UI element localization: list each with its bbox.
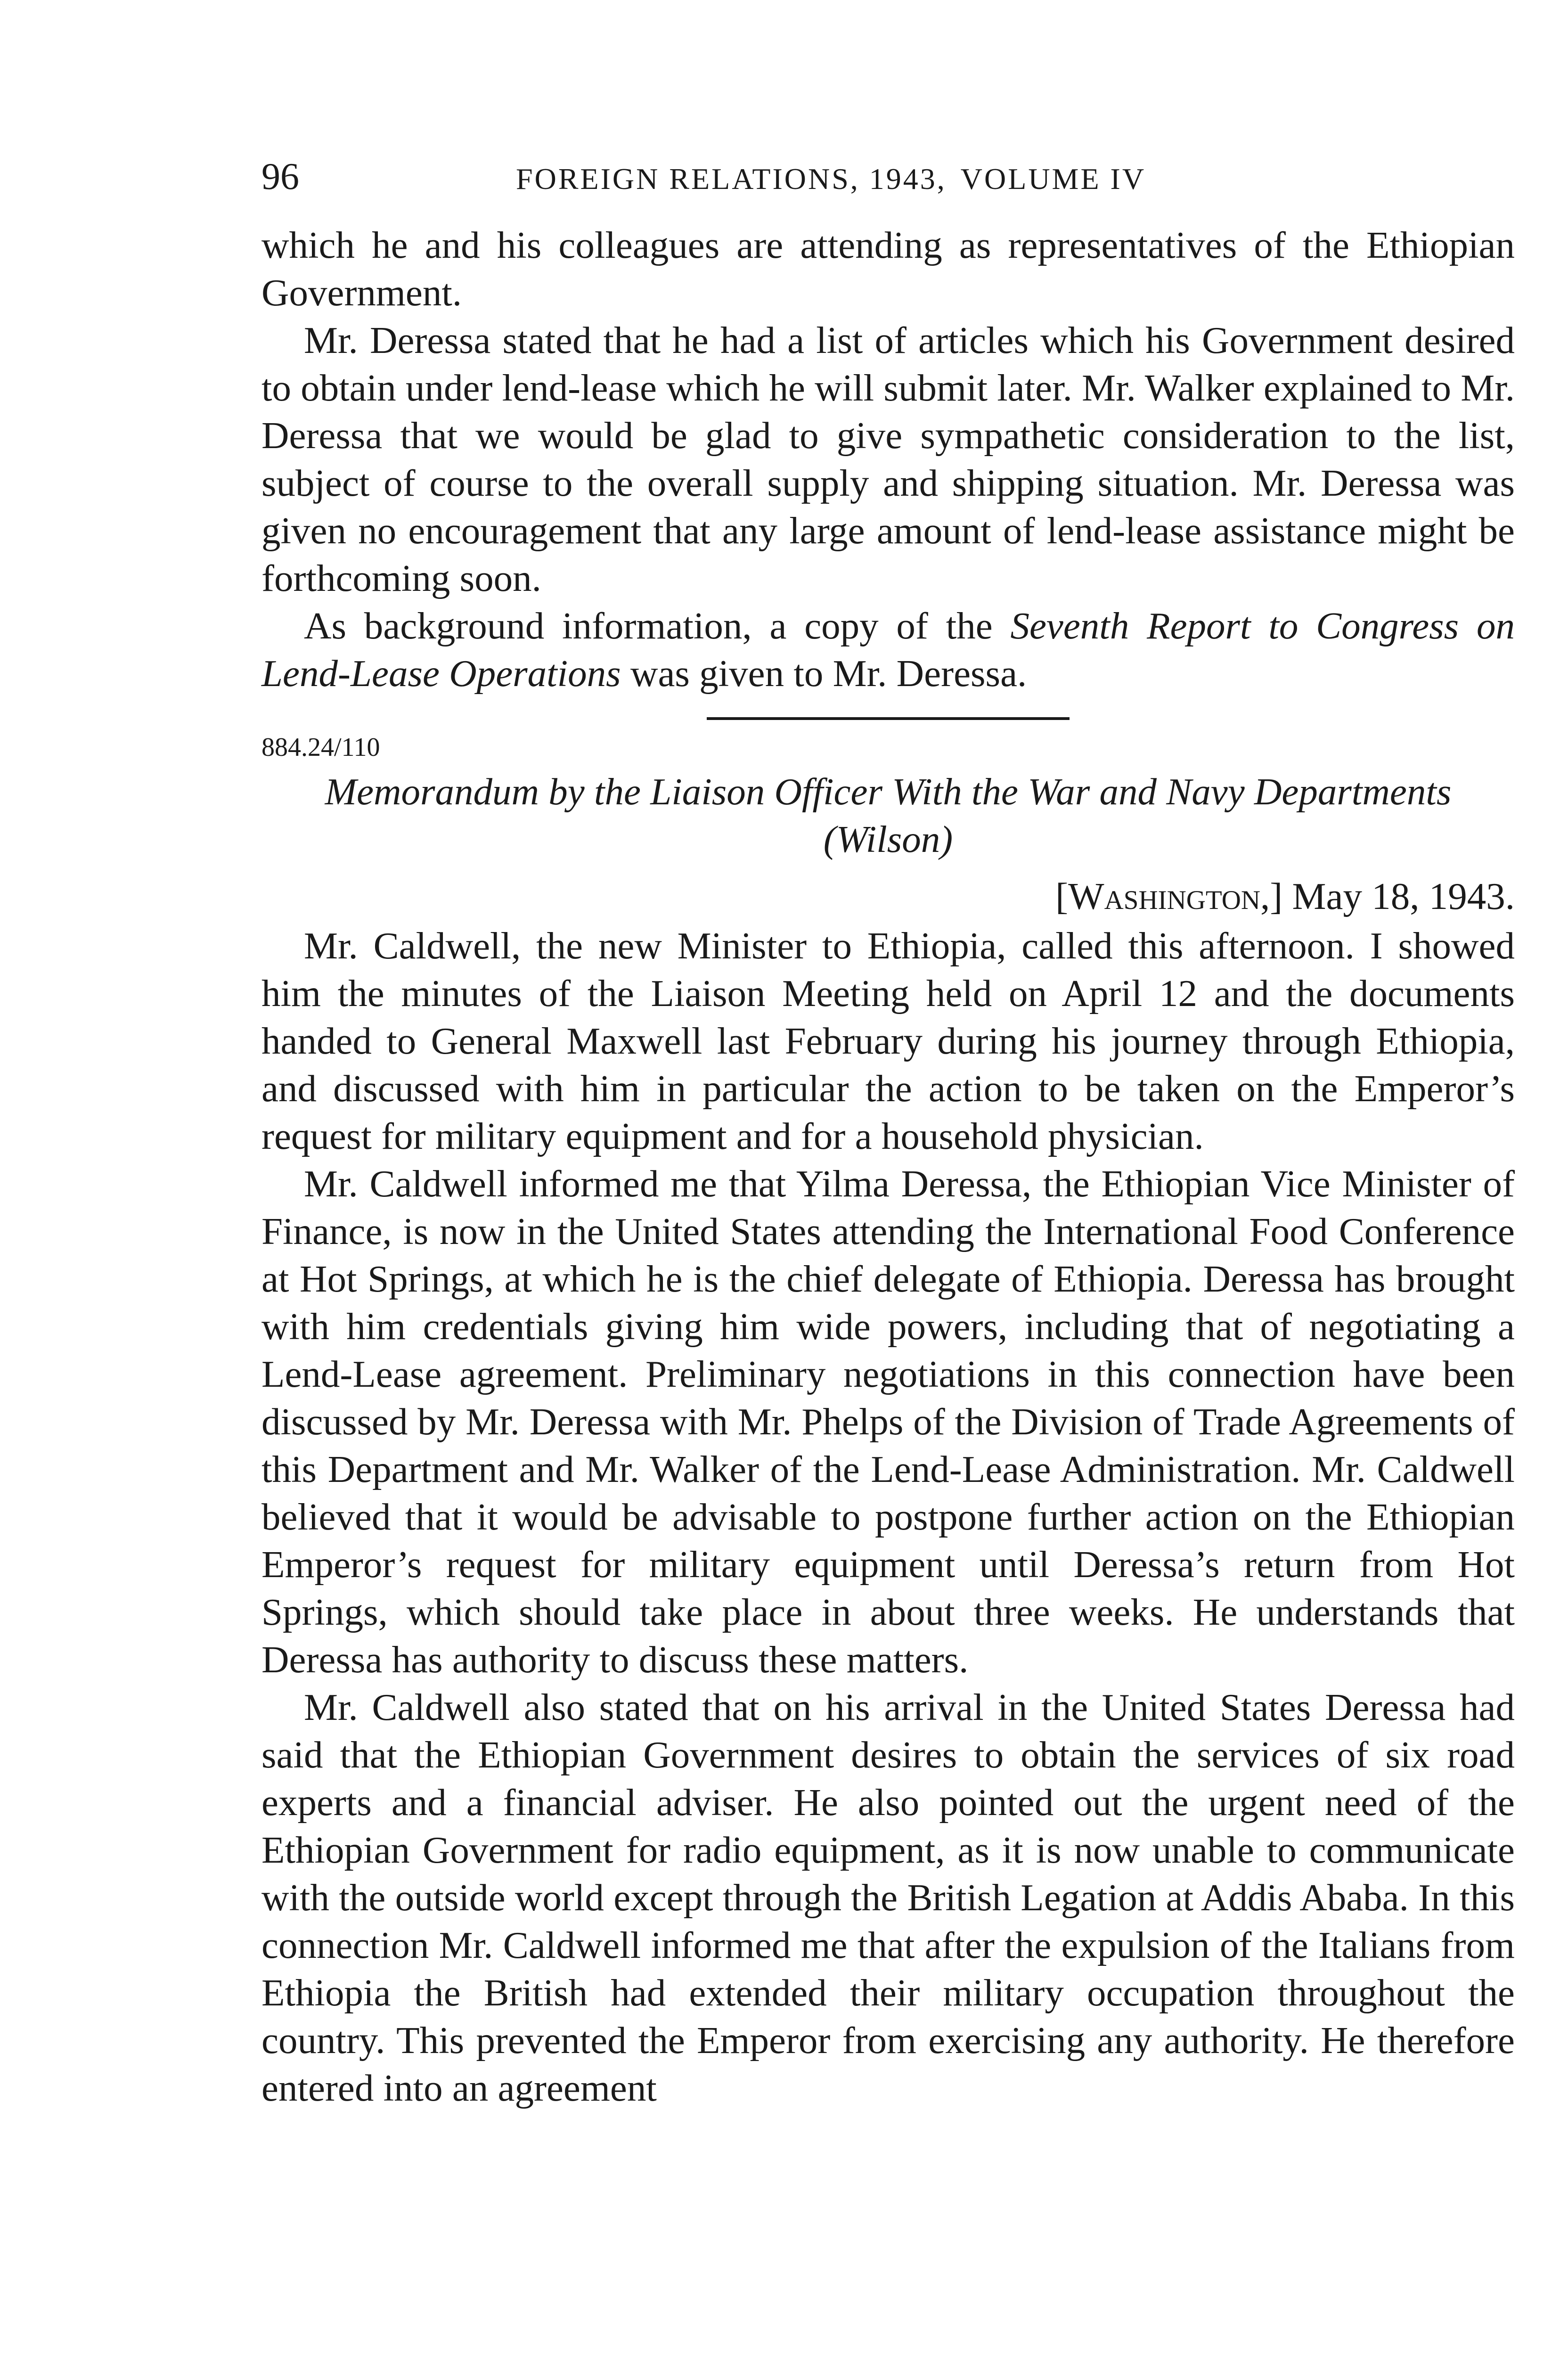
running-head (516, 164, 1146, 194)
paragraph-lend-lease-list: Mr. Deressa stated that he had a list of articles which his Government desired to obtain under lend-lease which he will submit later. Mr. Walker explained to Mr. Deressa that we would be glad to give sympathetic consideration to the list, subject of course to the overall supply and shipping situation. Mr. Deressa was given no encouragement that any large amount of lend-lease assistance might be forthcoming soon. (261, 319, 1515, 599)
memo-body (261, 922, 1515, 2112)
running-head-title: FOREIGN RELATIONS, 1943, (516, 162, 947, 196)
memo-paragraph: Mr. Caldwell also stated that on his arrival in the United States Deressa had said that the Ethiopian Government desires to obtain the services of six road experts and a financial adviser. He also pointed out the urgent need of the Ethiopian Government for radio equipment, as it is now unable to communicate with the outside world except through the British Legation at Addis Ababa. In this connection Mr. Caldwell informed me that after the expulsion of the Italians from Ethiopia the British had extended their military occupation throughout the country. This prevented the Emperor from exercising any authority. He therefore entered into an agreement (261, 1686, 1515, 2109)
document-separator (261, 712, 1515, 763)
section-rule (707, 717, 1070, 720)
dateline (261, 873, 1515, 920)
body-text (261, 221, 1515, 697)
file-number: 884.24/110 (261, 733, 380, 762)
dateline-date: May 18, 1943. (1292, 875, 1515, 917)
page-number: 96 (261, 156, 299, 197)
continued-paragraph: which he and his colleagues are attending as representatives of the Ethiopian Government. (261, 224, 1515, 314)
paragraph-background-info (261, 602, 1515, 697)
running-head-volume: VOLUME IV (960, 162, 1146, 196)
memo-paragraph: Mr. Caldwell informed me that Yilma Deressa, the Ethiopian Vice Minister of Finance, is now in the United States attending the International Food Conference at Hot Springs, at which he is the chief delegate of Ethiopia. Deressa has brought with him credentials giving him wide powers, including that of negotiating a Lend-Lease agreement. Preliminary negotiations in this connection have been discussed by Mr. Deressa with Mr. Phelps of the Division of Trade Agreements of this Department and Mr. Walker of the Lend-Lease Administration. Mr. Caldwell believed that it would be advisable to postpone further action on the Ethiopian Emperor’s request for military equipment until Deressa’s return from Hot Springs, which should take place in about three weeks. He understands that Deressa has authority to discuss these matters. (261, 1162, 1515, 1681)
dateline-place: [Washington,] (1055, 875, 1283, 917)
report-title: Seventh Report to Congress on Lend-Lease Operations (261, 605, 1515, 695)
memo-title-line: Memorandum by the Liaison Officer With the War and Navy Departments (325, 770, 1452, 813)
memo-title (261, 768, 1515, 863)
memo-title-author: (Wilson) (823, 818, 953, 860)
memo-paragraph: Mr. Caldwell, the new Minister to Ethiopia, called this afternoon. I showed him the minutes of the Liaison Meeting held on April 12 and the documents handed to General Maxwell last February during his journey through Ethiopia, and discussed with him in particular the action to be taken on the Emperor’s request for military equipment and for a household physician. (261, 924, 1515, 1157)
background-text-start: As background information, a copy of the (304, 605, 1011, 647)
document-page (261, 141, 1515, 2112)
background-text-end: was given to Mr. Deressa. (621, 652, 1027, 695)
page-header (261, 141, 1515, 212)
